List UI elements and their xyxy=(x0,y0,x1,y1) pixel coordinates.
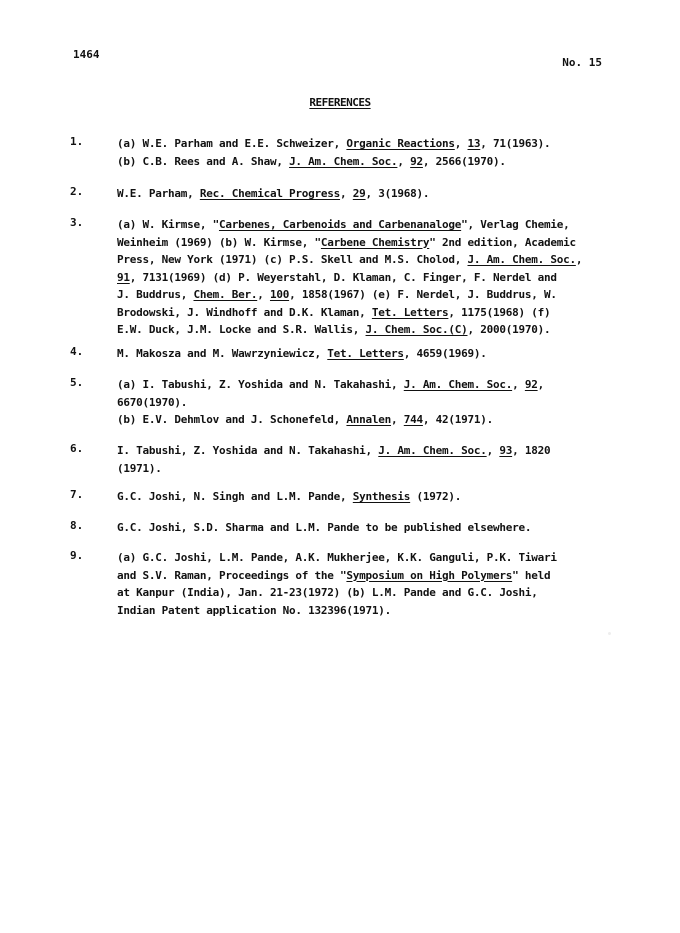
reference-number: 5. xyxy=(70,376,84,389)
reference-line xyxy=(117,321,599,339)
reference-text xyxy=(117,345,599,363)
citation-text: , xyxy=(391,413,404,426)
reference-text xyxy=(117,442,599,477)
reference-line xyxy=(117,251,599,269)
reference-line xyxy=(117,286,599,304)
citation-text: , 71(1963). xyxy=(480,137,551,150)
citation-text: " 2nd edition, Academic xyxy=(429,235,576,249)
reference-text xyxy=(117,488,599,506)
reference-line xyxy=(117,460,599,478)
citation-text: Indian Patent application No. 132396(1971). xyxy=(117,603,392,617)
underlined-citation: J. Am. Chem. Soc. xyxy=(467,253,576,266)
reference-number: 1. xyxy=(70,135,84,148)
reference-line xyxy=(117,488,599,506)
reference-line xyxy=(117,135,599,153)
citation-text: I. Tabushi, Z. Yoshida and N. Takahashi, xyxy=(117,444,379,457)
reference-line xyxy=(117,411,599,429)
citation-text: (1972). xyxy=(410,490,462,503)
scan-speck xyxy=(608,632,611,635)
reference-number: 6. xyxy=(70,442,84,455)
citation-text: at Kanpur (India), Jan. 21-23(1972) (b) L.M. Pande and G.C. Joshi, xyxy=(117,586,538,599)
reference-line xyxy=(117,376,599,394)
underlined-citation: J. Chem. Soc.(C) xyxy=(365,323,468,336)
reference-line xyxy=(117,549,599,567)
reference-line xyxy=(117,345,599,363)
citation-text: and S.V. Raman, Proceedings of the " xyxy=(117,568,347,582)
underlined-citation: J. Am. Chem. Soc. xyxy=(403,378,513,391)
reference-line xyxy=(117,519,599,537)
reference-text xyxy=(117,519,599,537)
underlined-citation: Tet. Letters xyxy=(371,305,449,319)
citation-text: " held xyxy=(512,568,551,582)
citation-text: (b) E.V. Dehmlov and J. Schonefeld, xyxy=(117,413,347,426)
citation-text: , 42(1971). xyxy=(422,413,494,426)
reference-line xyxy=(117,442,599,460)
citation-text: (a) W.E. Parham and E.E. Schweizer, xyxy=(117,137,347,150)
underlined-citation: 92 xyxy=(524,378,538,391)
underlined-citation: Rec. Chemical Progress xyxy=(199,187,341,200)
citation-text: , 3(1968). xyxy=(365,187,430,200)
citation-text: , 2000(1970). xyxy=(467,323,551,336)
reference-line xyxy=(117,153,599,171)
citation-text: , 1175(1968) (f) xyxy=(448,305,551,319)
citation-text: , xyxy=(575,253,583,266)
underlined-citation: Synthesis xyxy=(352,490,411,503)
reference-text xyxy=(117,185,599,203)
citation-text: G.C. Joshi, N. Singh and L.M. Pande, xyxy=(117,490,353,503)
underlined-citation: 13 xyxy=(467,137,481,150)
citation-text: (a) I. Tabushi, Z. Yoshida and N. Takahashi, xyxy=(117,378,404,391)
underlined-citation: 744 xyxy=(403,413,423,426)
underlined-citation: Symposium on High Polymers xyxy=(346,568,513,582)
citation-text: ", Verlag Chemie, xyxy=(461,218,570,231)
citation-text: Brodowski, J. Windhoff and D.K. Klaman, xyxy=(117,305,372,319)
underlined-citation: 93 xyxy=(499,444,513,457)
underlined-citation: J. Am. Chem. Soc. xyxy=(289,154,398,168)
reference-number: 2. xyxy=(70,185,84,198)
reference-number: 4. xyxy=(70,345,84,358)
citation-text: W.E. Parham, xyxy=(117,187,200,200)
citation-text: Press, New York (1971) (c) P.S. Skell and M.S. Cholod, xyxy=(117,253,468,266)
citation-text: , xyxy=(454,137,468,150)
citation-text: (a) W. Kirmse, " xyxy=(117,218,219,231)
citation-text: M. Makosza and M. Wawrzyniewicz, xyxy=(117,347,328,360)
underlined-citation: J. Am. Chem. Soc. xyxy=(378,444,487,457)
citation-text: , 2566(1970). xyxy=(422,154,506,168)
reference-text xyxy=(117,376,599,429)
underlined-citation: 29 xyxy=(352,187,366,200)
citation-text: , 1820 xyxy=(512,444,551,457)
reference-line xyxy=(117,584,599,602)
reference-line xyxy=(117,304,599,322)
reference-line xyxy=(117,269,599,287)
citation-text: J. Buddrus, xyxy=(117,288,194,301)
underlined-citation: Organic Reactions xyxy=(346,137,455,150)
citation-text: (a) G.C. Joshi, L.M. Pande, A.K. Mukherjee, K.K. Ganguli, P.K. Tiwari xyxy=(117,551,557,564)
reference-number: 3. xyxy=(70,216,84,229)
citation-text: (b) C.B. Rees and A. Shaw, xyxy=(117,154,290,168)
issue-number: No. 15 xyxy=(562,56,602,69)
underlined-citation: Annalen xyxy=(346,413,392,426)
citation-text: , xyxy=(486,444,500,457)
underlined-citation: Carbenes, Carbenoids and Carbenanaloge xyxy=(218,218,462,231)
reference-text xyxy=(117,135,599,170)
reference-line xyxy=(117,567,599,585)
citation-text: , xyxy=(397,154,411,168)
reference-line xyxy=(117,216,599,234)
reference-line xyxy=(117,602,599,620)
reference-line xyxy=(117,185,599,203)
citation-text: Weinheim (1969) (b) W. Kirmse, " xyxy=(117,235,321,249)
reference-line xyxy=(117,234,599,252)
reference-number: 9. xyxy=(70,549,84,562)
underlined-citation: 92 xyxy=(410,154,423,168)
reference-text xyxy=(117,549,599,619)
underlined-citation: 91 xyxy=(117,270,130,284)
citation-text: , xyxy=(537,378,544,391)
page-number: 1464 xyxy=(73,48,100,61)
underlined-citation: 100 xyxy=(269,288,290,301)
citation-text: E.W. Duck, J.M. Locke and S.R. Wallis, xyxy=(117,323,366,336)
reference-number: 7. xyxy=(70,488,84,501)
citation-text: , 7131(1969) (d) P. Weyerstahl, D. Klaman, C. Finger, F. Nerdel and xyxy=(129,270,557,284)
citation-text: , 4659(1969). xyxy=(403,347,487,360)
underlined-citation: Chem. Ber. xyxy=(193,288,258,301)
citation-text: G.C. Joshi, S.D. Sharma and L.M. Pande to be published elsewhere. xyxy=(117,521,532,534)
citation-text: , xyxy=(340,187,353,200)
references-heading: REFERENCES xyxy=(309,96,371,109)
citation-text: 6670(1970). xyxy=(117,395,188,409)
reference-line xyxy=(117,394,599,412)
underlined-citation: Tet. Letters xyxy=(327,347,404,360)
citation-text: , xyxy=(257,288,270,301)
reference-text xyxy=(117,216,599,339)
citation-text: (1971). xyxy=(117,461,162,475)
citation-text: , 1858(1967) (e) F. Nerdel, J. Buddrus, W. xyxy=(289,288,557,301)
citation-text: , xyxy=(512,378,525,391)
underlined-citation: Carbene Chemistry xyxy=(320,235,430,249)
reference-number: 8. xyxy=(70,519,84,532)
